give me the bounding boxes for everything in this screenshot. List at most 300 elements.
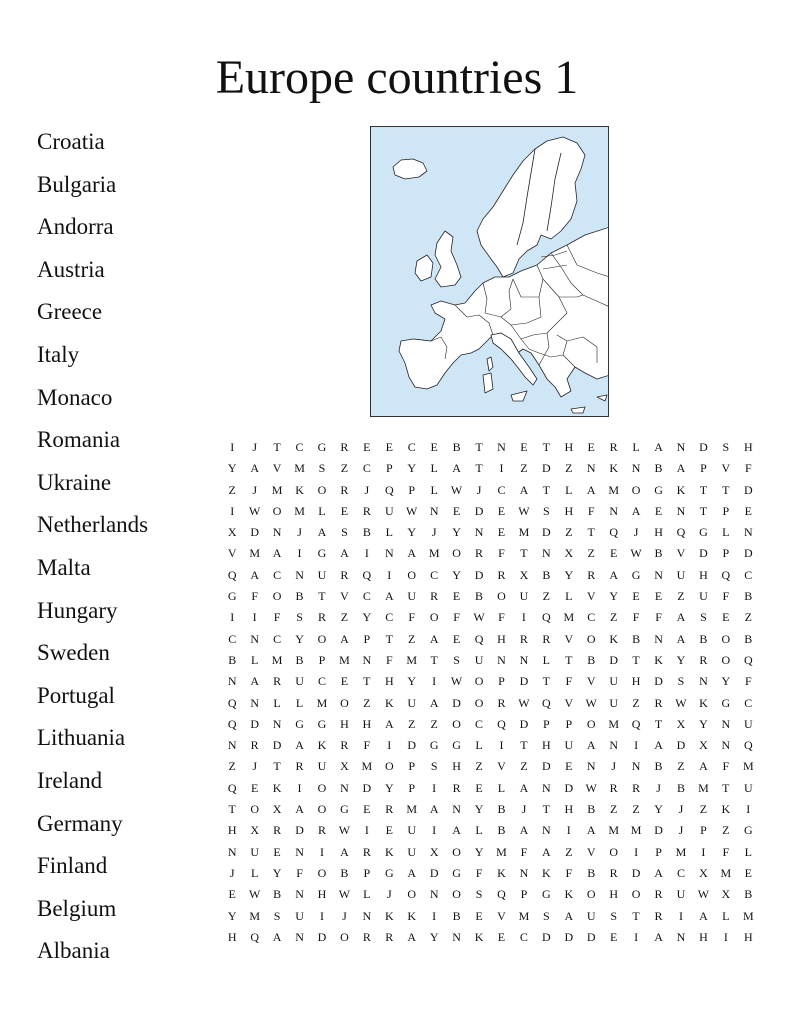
grid-letter[interactable]: L — [363, 887, 371, 902]
grid-letter[interactable]: H — [564, 440, 574, 454]
grid-letter[interactable]: G — [452, 738, 461, 753]
grid-letter[interactable]: M — [249, 908, 260, 923]
grid-letter[interactable]: C — [744, 695, 753, 710]
grid-letter[interactable]: A — [519, 823, 529, 838]
grid-letter[interactable]: P — [520, 887, 528, 902]
grid-letter[interactable]: D — [452, 695, 461, 710]
grid-letter[interactable]: I — [297, 546, 302, 561]
grid-letter[interactable]: G — [295, 716, 304, 731]
grid-letter[interactable]: M — [406, 652, 418, 667]
grid-letter[interactable]: T — [475, 461, 483, 476]
grid-letter[interactable]: N — [586, 461, 596, 476]
grid-letter[interactable]: I — [387, 567, 392, 582]
grid-letter[interactable]: W — [697, 887, 710, 902]
grid-letter[interactable]: E — [340, 674, 349, 689]
grid-letter[interactable]: B — [295, 589, 304, 604]
grid-letter[interactable]: L — [475, 823, 483, 838]
grid-letter[interactable]: T — [587, 525, 595, 540]
grid-letter[interactable]: E — [228, 887, 236, 902]
grid-letter[interactable]: G — [631, 567, 641, 582]
grid-letter[interactable]: Q — [609, 525, 618, 540]
grid-letter[interactable]: T — [385, 631, 393, 646]
grid-letter[interactable]: J — [364, 482, 370, 497]
grid-letter[interactable]: Z — [632, 802, 640, 817]
grid-letter[interactable]: U — [676, 887, 686, 902]
grid-letter[interactable]: Q — [542, 610, 551, 625]
grid-letter[interactable]: Z — [363, 695, 371, 710]
grid-letter[interactable]: U — [317, 759, 327, 774]
grid-letter[interactable]: I — [297, 780, 302, 795]
grid-letter[interactable]: A — [384, 716, 394, 731]
grid-letter[interactable]: F — [251, 589, 258, 604]
grid-letter[interactable]: N — [250, 631, 259, 646]
grid-letter[interactable]: S — [700, 610, 707, 625]
grid-letter[interactable]: M — [720, 865, 732, 880]
grid-letter[interactable]: K — [497, 865, 506, 880]
grid-letter[interactable]: L — [722, 525, 730, 540]
grid-letter[interactable]: F — [744, 461, 752, 476]
grid-letter[interactable]: V — [272, 461, 282, 476]
grid-letter[interactable]: M — [406, 802, 418, 817]
grid-letter[interactable]: D — [654, 674, 663, 689]
grid-letter[interactable]: C — [407, 440, 416, 454]
grid-letter[interactable]: E — [385, 440, 393, 454]
grid-letter[interactable]: D — [564, 780, 574, 795]
grid-letter[interactable]: J — [229, 865, 235, 880]
grid-letter[interactable]: T — [699, 503, 708, 518]
grid-letter[interactable]: F — [475, 865, 483, 880]
grid-letter[interactable]: M — [608, 823, 619, 838]
grid-letter[interactable]: J — [342, 908, 347, 923]
grid-letter[interactable]: L — [722, 908, 730, 923]
grid-letter[interactable]: A — [407, 929, 417, 944]
grid-letter[interactable]: R — [362, 844, 371, 859]
grid-letter[interactable]: D — [542, 929, 551, 944]
grid-letter[interactable]: I — [634, 929, 639, 944]
grid-letter[interactable]: A — [295, 802, 304, 817]
grid-letter[interactable]: C — [430, 567, 439, 582]
grid-letter[interactable]: O — [631, 887, 641, 902]
grid-letter[interactable]: Q — [676, 525, 686, 540]
grid-letter[interactable]: A — [519, 780, 529, 795]
grid-letter[interactable]: B — [654, 759, 663, 774]
grid-letter[interactable]: M — [675, 844, 687, 859]
grid-letter[interactable]: N — [654, 631, 663, 646]
grid-letter[interactable]: E — [565, 759, 573, 774]
grid-letter[interactable]: F — [655, 610, 662, 625]
grid-letter[interactable]: Q — [474, 631, 484, 646]
grid-letter[interactable]: I — [432, 674, 437, 689]
grid-letter[interactable]: Z — [542, 589, 551, 604]
grid-letter[interactable]: A — [295, 738, 304, 753]
grid-letter[interactable]: T — [565, 652, 573, 667]
grid-letter[interactable]: U — [407, 695, 417, 710]
grid-letter[interactable]: O — [586, 716, 596, 731]
grid-letter[interactable]: S — [610, 908, 617, 923]
grid-letter[interactable]: Y — [564, 567, 574, 582]
grid-letter[interactable]: C — [362, 461, 371, 476]
grid-letter[interactable]: I — [499, 738, 504, 753]
grid-letter[interactable]: I — [499, 461, 504, 476]
grid-letter[interactable]: Y — [676, 652, 686, 667]
grid-letter[interactable]: N — [654, 567, 663, 582]
grid-letter[interactable]: M — [698, 780, 709, 795]
grid-letter[interactable]: I — [432, 823, 437, 838]
grid-letter[interactable]: F — [722, 759, 730, 774]
grid-letter[interactable]: X — [699, 738, 708, 753]
grid-letter[interactable]: U — [743, 780, 753, 795]
grid-letter[interactable]: C — [587, 610, 596, 625]
grid-letter[interactable]: R — [497, 695, 506, 710]
grid-letter[interactable]: T — [318, 589, 326, 604]
grid-letter[interactable]: S — [677, 674, 685, 689]
grid-letter[interactable]: A — [340, 844, 349, 859]
grid-letter[interactable]: C — [744, 567, 753, 582]
grid-letter[interactable]: N — [250, 695, 259, 710]
grid-letter[interactable]: K — [474, 929, 484, 944]
grid-letter[interactable]: D — [676, 738, 686, 753]
grid-letter[interactable]: Y — [227, 908, 237, 923]
grid-letter[interactable]: N — [384, 546, 394, 561]
grid-letter[interactable]: I — [230, 440, 235, 454]
grid-letter[interactable]: S — [273, 908, 281, 923]
grid-letter[interactable]: M — [608, 482, 619, 497]
grid-letter[interactable]: O — [317, 482, 327, 497]
grid-letter[interactable]: R — [609, 780, 618, 795]
grid-letter[interactable]: T — [542, 440, 551, 454]
grid-letter[interactable]: W — [518, 695, 530, 710]
grid-letter[interactable]: Q — [227, 716, 237, 731]
grid-letter[interactable]: K — [564, 887, 574, 902]
grid-letter[interactable]: G — [743, 823, 753, 838]
grid-letter[interactable]: D — [542, 461, 551, 476]
grid-letter[interactable]: N — [519, 865, 529, 880]
grid-letter[interactable]: M — [608, 716, 619, 731]
grid-letter[interactable]: D — [317, 929, 327, 944]
grid-letter[interactable]: J — [431, 525, 437, 540]
grid-letter[interactable]: X — [340, 759, 349, 774]
grid-letter[interactable]: Q — [250, 929, 259, 944]
grid-letter[interactable]: E — [385, 823, 393, 838]
grid-letter[interactable]: J — [656, 780, 661, 795]
grid-letter[interactable]: B — [744, 631, 753, 646]
grid-letter[interactable]: A — [407, 865, 417, 880]
grid-letter[interactable]: A — [452, 461, 461, 476]
grid-letter[interactable]: K — [384, 908, 394, 923]
grid-letter[interactable]: L — [385, 525, 393, 540]
grid-letter[interactable]: L — [430, 482, 438, 497]
grid-letter[interactable]: U — [609, 674, 618, 689]
grid-letter[interactable]: Y — [452, 525, 461, 540]
grid-letter[interactable]: H — [317, 887, 327, 902]
grid-letter[interactable]: I — [521, 610, 526, 625]
grid-letter[interactable]: N — [542, 546, 551, 561]
grid-letter[interactable]: E — [722, 610, 730, 625]
grid-letter[interactable]: R — [317, 610, 326, 625]
grid-letter[interactable]: F — [273, 610, 281, 625]
grid-letter[interactable]: G — [699, 525, 708, 540]
grid-letter[interactable]: U — [295, 674, 304, 689]
grid-letter[interactable]: P — [408, 482, 416, 497]
grid-letter[interactable]: R — [340, 440, 349, 454]
grid-letter[interactable]: O — [272, 589, 282, 604]
grid-letter[interactable]: T — [699, 482, 708, 497]
grid-letter[interactable]: N — [452, 802, 461, 817]
grid-letter[interactable]: B — [497, 823, 506, 838]
grid-letter[interactable]: L — [565, 482, 573, 497]
grid-letter[interactable]: K — [384, 844, 394, 859]
grid-letter[interactable]: Y — [609, 589, 618, 604]
grid-letter[interactable]: T — [273, 440, 281, 454]
grid-letter[interactable]: K — [407, 908, 417, 923]
grid-letter[interactable]: N — [227, 844, 237, 859]
grid-letter[interactable]: M — [271, 652, 283, 667]
grid-letter[interactable]: D — [609, 652, 618, 667]
grid-letter[interactable]: A — [676, 461, 686, 476]
grid-letter[interactable]: E — [497, 525, 506, 540]
grid-letter[interactable]: U — [407, 844, 417, 859]
grid-letter[interactable]: R — [430, 589, 439, 604]
grid-letter[interactable]: W — [406, 503, 418, 518]
grid-letter[interactable]: W — [585, 695, 597, 710]
grid-letter[interactable]: D — [542, 759, 551, 774]
grid-letter[interactable]: R — [609, 440, 618, 454]
grid-letter[interactable]: A — [519, 482, 529, 497]
grid-letter[interactable]: P — [722, 503, 730, 518]
grid-letter[interactable]: O — [452, 844, 461, 859]
grid-letter[interactable]: A — [317, 525, 327, 540]
grid-letter[interactable]: N — [272, 525, 282, 540]
grid-letter[interactable]: N — [609, 503, 618, 518]
grid-letter[interactable]: O — [609, 844, 618, 859]
grid-letter[interactable]: U — [407, 823, 417, 838]
grid-letter[interactable]: E — [475, 780, 483, 795]
grid-letter[interactable]: B — [744, 887, 753, 902]
grid-letter[interactable]: M — [249, 546, 260, 561]
grid-letter[interactable]: H — [340, 716, 349, 731]
grid-letter[interactable]: M — [742, 908, 754, 923]
grid-letter[interactable]: N — [699, 674, 708, 689]
grid-letter[interactable]: I — [319, 908, 324, 923]
grid-letter[interactable]: A — [654, 440, 663, 454]
grid-letter[interactable]: E — [744, 865, 752, 880]
grid-letter[interactable]: Y — [452, 567, 461, 582]
grid-letter[interactable]: A — [654, 865, 663, 880]
grid-letter[interactable]: V — [721, 461, 731, 476]
grid-letter[interactable]: B — [295, 652, 304, 667]
grid-letter[interactable]: B — [587, 802, 596, 817]
grid-letter[interactable]: O — [317, 780, 327, 795]
grid-letter[interactable]: T — [542, 802, 551, 817]
grid-letter[interactable]: N — [474, 525, 484, 540]
grid-letter[interactable]: N — [497, 440, 506, 454]
grid-letter[interactable]: A — [676, 631, 686, 646]
grid-letter[interactable]: H — [609, 887, 618, 902]
grid-letter[interactable]: E — [587, 440, 595, 454]
grid-letter[interactable]: D — [542, 525, 551, 540]
grid-letter[interactable]: H — [384, 674, 394, 689]
grid-letter[interactable]: F — [565, 865, 573, 880]
grid-letter[interactable]: W — [675, 695, 687, 710]
grid-letter[interactable]: C — [273, 631, 282, 646]
grid-letter[interactable]: M — [294, 503, 305, 518]
grid-letter[interactable]: R — [519, 631, 528, 646]
grid-letter[interactable]: Q — [227, 695, 237, 710]
grid-letter[interactable]: Y — [295, 631, 304, 646]
grid-letter[interactable]: H — [452, 759, 461, 774]
grid-letter[interactable]: F — [385, 652, 393, 667]
grid-letter[interactable]: J — [252, 759, 257, 774]
grid-letter[interactable]: A — [250, 674, 259, 689]
grid-letter[interactable]: A — [384, 589, 394, 604]
grid-letter[interactable]: C — [385, 610, 394, 625]
grid-letter[interactable]: S — [475, 887, 483, 902]
grid-letter[interactable]: D — [586, 929, 596, 944]
grid-letter[interactable]: Z — [565, 844, 573, 859]
grid-letter[interactable]: M — [496, 844, 507, 859]
grid-letter[interactable]: J — [611, 759, 616, 774]
grid-letter[interactable]: A — [429, 695, 439, 710]
grid-letter[interactable]: B — [587, 865, 596, 880]
grid-letter[interactable]: C — [317, 674, 326, 689]
grid-letter[interactable]: I — [634, 738, 639, 753]
grid-letter[interactable]: H — [699, 567, 708, 582]
grid-letter[interactable]: E — [497, 929, 506, 944]
grid-letter[interactable]: Y — [407, 674, 417, 689]
grid-letter[interactable]: B — [699, 631, 708, 646]
grid-letter[interactable]: L — [542, 652, 551, 667]
grid-letter[interactable]: B — [452, 908, 461, 923]
grid-letter[interactable]: T — [475, 440, 483, 454]
grid-letter[interactable]: O — [407, 567, 417, 582]
grid-letter[interactable]: D — [250, 716, 259, 731]
grid-letter[interactable]: J — [678, 823, 684, 838]
grid-letter[interactable]: A — [250, 461, 259, 476]
grid-letter[interactable]: U — [586, 908, 596, 923]
grid-letter[interactable]: Z — [699, 802, 708, 817]
grid-letter[interactable]: R — [654, 887, 663, 902]
grid-letter[interactable]: U — [519, 589, 529, 604]
grid-letter[interactable]: N — [295, 929, 304, 944]
grid-letter[interactable]: E — [497, 503, 506, 518]
grid-letter[interactable]: D — [429, 865, 439, 880]
grid-letter[interactable]: H — [743, 440, 753, 454]
grid-letter[interactable]: T — [654, 716, 663, 731]
grid-letter[interactable]: B — [452, 440, 461, 454]
grid-letter[interactable]: Z — [744, 610, 752, 625]
grid-letter[interactable]: P — [408, 759, 416, 774]
grid-letter[interactable]: L — [273, 695, 281, 710]
grid-letter[interactable]: K — [609, 631, 618, 646]
grid-letter[interactable]: Y — [721, 674, 731, 689]
grid-letter[interactable]: J — [678, 802, 684, 817]
grid-letter[interactable]: G — [429, 738, 439, 753]
grid-letter[interactable]: R — [452, 780, 461, 795]
grid-letter[interactable]: D — [407, 738, 417, 753]
grid-letter[interactable]: U — [317, 567, 327, 582]
grid-letter[interactable]: W — [450, 674, 463, 689]
grid-letter[interactable]: H — [631, 674, 641, 689]
grid-letter[interactable]: E — [744, 503, 752, 518]
grid-letter[interactable]: U — [676, 567, 686, 582]
grid-letter[interactable]: I — [364, 823, 369, 838]
grid-letter[interactable]: W — [338, 887, 351, 902]
grid-letter[interactable]: S — [296, 610, 303, 625]
grid-letter[interactable]: Z — [520, 759, 528, 774]
grid-letter[interactable]: P — [700, 461, 707, 476]
grid-letter[interactable]: A — [407, 546, 417, 561]
grid-letter[interactable]: W — [585, 780, 597, 795]
grid-letter[interactable]: T — [542, 674, 551, 689]
grid-letter[interactable]: K — [295, 482, 304, 497]
grid-letter[interactable]: A — [429, 631, 439, 646]
grid-letter[interactable]: C — [273, 567, 282, 582]
grid-letter[interactable]: V — [497, 908, 506, 923]
grid-letter[interactable]: Z — [587, 546, 595, 561]
grid-letter[interactable]: A — [631, 503, 641, 518]
grid-letter[interactable]: Z — [340, 610, 349, 625]
grid-letter[interactable]: Q — [721, 567, 731, 582]
grid-letter[interactable]: G — [317, 546, 327, 561]
grid-letter[interactable]: R — [362, 929, 371, 944]
grid-letter[interactable]: P — [363, 631, 371, 646]
grid-letter[interactable]: R — [385, 929, 394, 944]
grid-letter[interactable]: Y — [272, 865, 282, 880]
grid-letter[interactable]: N — [586, 759, 596, 774]
grid-letter[interactable]: O — [317, 631, 327, 646]
grid-letter[interactable]: C — [228, 631, 237, 646]
grid-letter[interactable]: S — [341, 525, 348, 540]
grid-letter[interactable]: A — [699, 759, 708, 774]
grid-letter[interactable]: I — [364, 546, 369, 561]
grid-letter[interactable]: N — [295, 887, 304, 902]
grid-letter[interactable]: A — [452, 823, 461, 838]
grid-letter[interactable]: B — [497, 802, 506, 817]
grid-letter[interactable]: Z — [520, 461, 528, 476]
grid-letter[interactable]: H — [743, 929, 753, 944]
grid-letter[interactable]: G — [721, 695, 731, 710]
grid-letter[interactable]: O — [407, 887, 417, 902]
grid-letter[interactable]: W — [473, 610, 485, 625]
grid-letter[interactable]: M — [294, 461, 305, 476]
grid-letter[interactable]: P — [498, 674, 505, 689]
grid-letter[interactable]: G — [317, 440, 327, 454]
grid-letter[interactable]: T — [520, 738, 528, 753]
grid-letter[interactable]: N — [743, 525, 753, 540]
grid-letter[interactable]: V — [497, 759, 506, 774]
grid-letter[interactable]: Z — [340, 461, 349, 476]
grid-letter[interactable]: S — [543, 503, 550, 518]
grid-letter[interactable]: P — [543, 716, 550, 731]
grid-letter[interactable]: T — [363, 674, 371, 689]
grid-letter[interactable]: A — [250, 567, 259, 582]
grid-letter[interactable]: R — [295, 759, 304, 774]
grid-letter[interactable]: B — [654, 546, 663, 561]
grid-letter[interactable]: D — [631, 865, 641, 880]
grid-letter[interactable]: O — [429, 610, 439, 625]
grid-letter[interactable]: C — [497, 482, 506, 497]
grid-letter[interactable]: I — [432, 780, 437, 795]
grid-letter[interactable]: B — [273, 887, 282, 902]
grid-letter[interactable]: M — [518, 908, 530, 923]
grid-letter[interactable]: D — [362, 780, 372, 795]
grid-letter[interactable]: K — [699, 695, 708, 710]
grid-letter[interactable]: G — [340, 802, 349, 817]
grid-letter[interactable]: B — [654, 461, 663, 476]
grid-letter[interactable]: Z — [609, 802, 618, 817]
grid-letter[interactable]: R — [609, 865, 618, 880]
grid-letter[interactable]: O — [317, 802, 327, 817]
